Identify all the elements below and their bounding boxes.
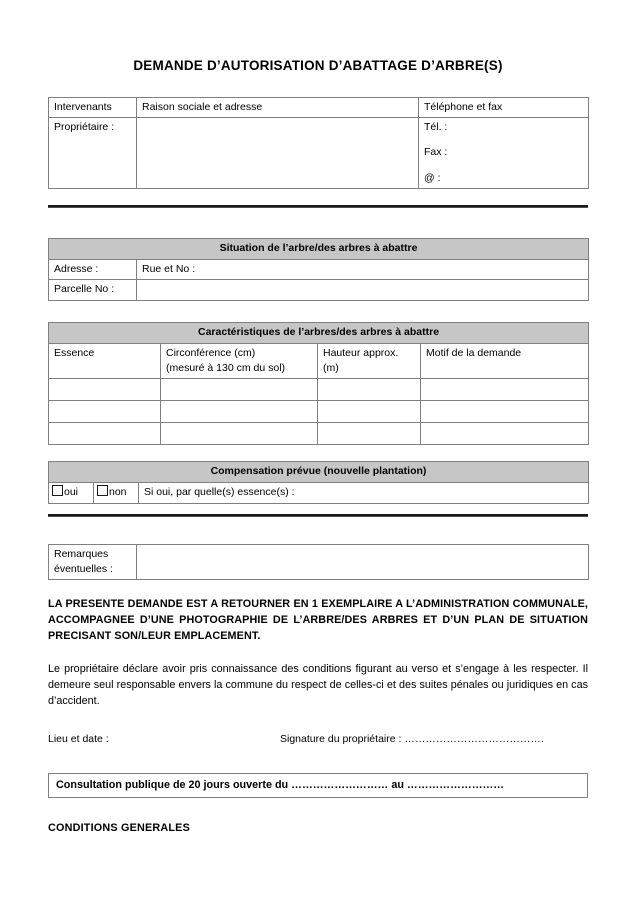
spacer (48, 504, 588, 514)
declaration-paragraph: Le propriétaire déclare avoir pris connaissance des conditions figurant au verso et s’engage à les respecter. Il demeure seul responsable envers la commune du respect de celles-ci et des suites pénales ou juridiques en cas d’accident. (48, 662, 588, 707)
conditions-generales-heading: CONDITIONS GENERALES (48, 822, 190, 835)
table-row (49, 423, 589, 445)
spacer (48, 208, 588, 238)
table-header-row (49, 322, 589, 343)
remarques-table (48, 544, 589, 580)
table-row (49, 401, 589, 423)
spacer (48, 301, 588, 322)
spacer (48, 580, 588, 596)
column-hauteur-main: Hauteur approx. (323, 346, 399, 359)
compensation-essence-field[interactable] (139, 483, 589, 503)
remarques-label-line2: éventuelles : (54, 562, 113, 575)
intervenants-table (48, 97, 589, 189)
column-hauteur (318, 343, 421, 378)
parcelle-field[interactable] (137, 280, 589, 300)
cell-circonference[interactable] (161, 423, 318, 445)
column-essence: Essence (49, 343, 161, 378)
place-date-label: Lieu et date : (48, 733, 109, 746)
parcelle-label: Parcelle No : (49, 280, 137, 300)
column-circonference-sub: (mesuré à 130 cm du sol) (166, 361, 286, 374)
proprietaire-address-field[interactable] (137, 118, 419, 189)
essence-prompt-label: Si oui, par quelle(s) essence(s) : (144, 486, 295, 499)
fax-label: Fax : (424, 146, 448, 159)
cell-essence[interactable] (49, 379, 161, 401)
cell-circonference[interactable] (161, 379, 318, 401)
table-row (49, 379, 589, 401)
remarques-label-line1: Remarques (54, 547, 109, 560)
table-header-row (49, 238, 589, 259)
remarques-field[interactable] (137, 544, 589, 579)
proprietaire-label: Propriétaire : (49, 118, 137, 189)
compensation-no-option[interactable] (94, 483, 139, 503)
header-telephone-fax: Téléphone et fax (419, 98, 589, 118)
adresse-field[interactable]: Rue et No : (137, 260, 589, 280)
page-title: DEMANDE D’AUTORISATION D’ABATTAGE D’ARBRE(S) (133, 58, 503, 73)
cell-essence[interactable] (49, 423, 161, 445)
table-row (49, 544, 589, 579)
table-header-row (49, 462, 589, 483)
table-row (49, 260, 589, 280)
cell-hauteur[interactable] (318, 401, 421, 423)
signature-label[interactable]: Signature du propriétaire : …………………………………. (280, 733, 544, 746)
caracteristiques-header: Caractéristiques de l’arbres/des arbres à abattre (49, 322, 589, 343)
return-instructions-paragraph: LA PRESENTE DEMANDE EST A RETOURNER EN 1 EXEMPLAIRE A L’ADMINISTRATION COMMUNALE, ACCOMPAGNEE D’UNE PHOTOGRAPHIE DE L’ARBRE/DES ARBRES ET D’UN PLAN DE SITUATION PRECISANT SON/LEUR EMPLACEMENT. (48, 598, 588, 643)
spacer (48, 73, 588, 97)
adresse-label: Adresse : (49, 260, 137, 280)
column-hauteur-sub: (m) (323, 361, 339, 374)
caracteristiques-table (48, 322, 589, 446)
cell-motif[interactable] (421, 379, 589, 401)
header-intervenants: Intervenants (49, 98, 137, 118)
cell-circonference[interactable] (161, 401, 318, 423)
contact-cell[interactable] (419, 118, 589, 189)
spacer (48, 709, 588, 733)
spacer (48, 517, 588, 544)
compensation-header: Compensation prévue (nouvelle plantation) (49, 462, 589, 483)
email-label: @ : (424, 171, 441, 184)
column-circonference (161, 343, 318, 378)
checkbox-icon-non[interactable] (97, 485, 108, 496)
remarques-label (49, 544, 137, 579)
column-motif: Motif de la demande (421, 343, 589, 378)
cell-motif[interactable] (421, 401, 589, 423)
table-column-header-row (49, 343, 589, 378)
column-circonference-main: Circonférence (cm) (166, 346, 256, 359)
situation-table (48, 238, 589, 301)
signature-row (48, 733, 588, 749)
table-header-row (49, 98, 589, 118)
cell-hauteur[interactable] (318, 423, 421, 445)
cell-essence[interactable] (49, 401, 161, 423)
label-oui: oui (64, 486, 79, 499)
header-raison-sociale: Raison sociale et adresse (137, 98, 419, 118)
spacer (48, 189, 588, 205)
spacer (48, 798, 588, 822)
compensation-yes-option[interactable] (49, 483, 94, 503)
cell-motif[interactable] (421, 423, 589, 445)
spacer (48, 445, 588, 461)
table-row (49, 483, 589, 503)
spacer (48, 749, 588, 773)
spacer (48, 645, 588, 661)
consultation-box[interactable]: Consultation publique de 20 jours ouverte du ……………………… au ……………………… (48, 773, 588, 798)
table-row (49, 280, 589, 300)
cell-hauteur[interactable] (318, 379, 421, 401)
label-non: non (109, 486, 127, 499)
checkbox-icon-oui[interactable] (52, 485, 63, 496)
compensation-table (48, 461, 589, 503)
table-row (49, 118, 589, 189)
situation-header: Situation de l’arbre/des arbres à abattre (49, 238, 589, 259)
tel-label: Tél. : (424, 121, 448, 134)
